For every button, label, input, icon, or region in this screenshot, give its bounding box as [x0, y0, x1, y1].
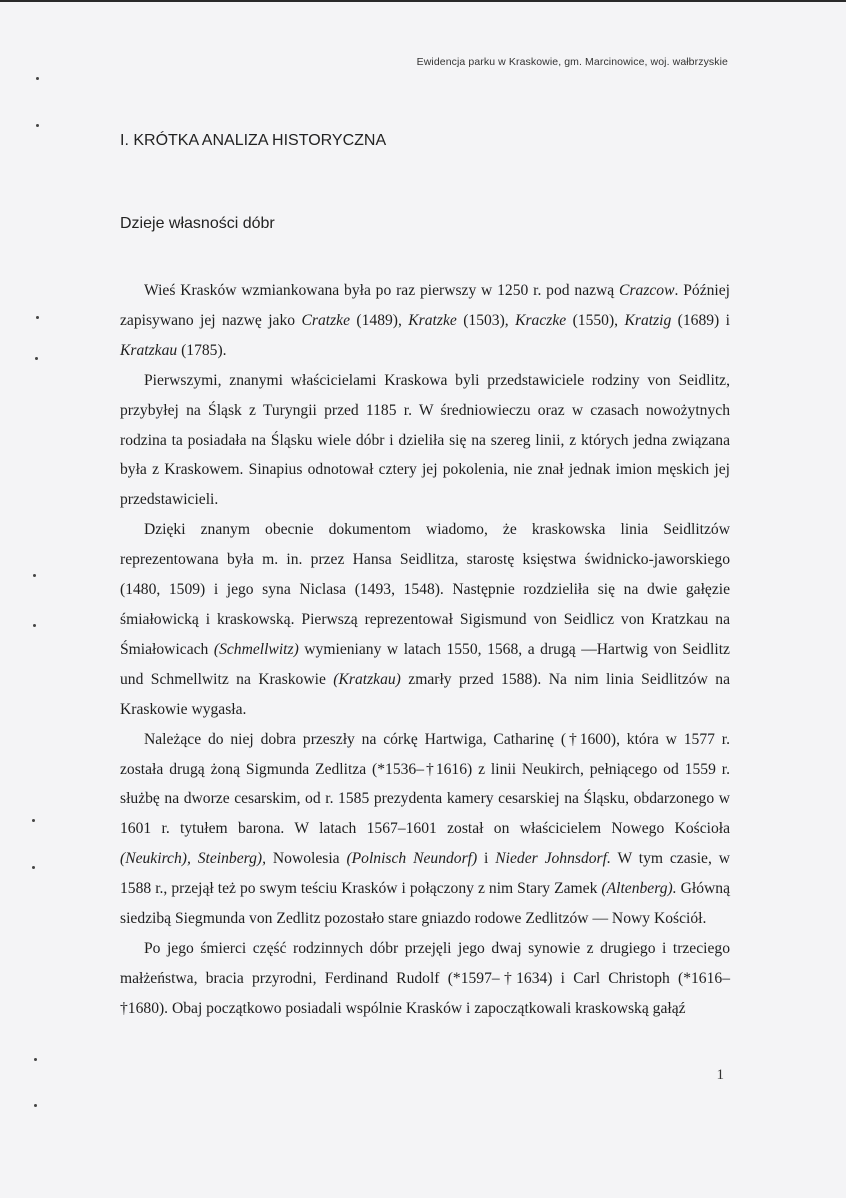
- text-run: i: [477, 850, 496, 868]
- scan-speck: [35, 357, 38, 360]
- italic-text-run: Kratzig: [624, 311, 672, 329]
- text-run: Po jego śmierci część rodzinnych dóbr przejęli jego dwaj synowie z drugiego i trzeciego małżeństwa, bracia przyrodni, Ferdinand Rudolf (*1597–†1634) i Carl Christoph (*1616–†1680). Obaj początkowo posiadali wspólnie Krasków i zapoczątkowali kraskowską gałąź: [120, 939, 730, 1017]
- text-run: (1550),: [566, 311, 625, 329]
- body-paragraph: [120, 276, 730, 366]
- italic-text-run: Cratzke: [301, 311, 350, 329]
- scan-speck: [32, 866, 35, 869]
- italic-text-run: Crazcow: [619, 282, 675, 299]
- italic-text-run: (Altenberg).: [601, 880, 677, 898]
- body-text: [120, 276, 730, 1024]
- text-run: zmarły przed 1588). Na nim linia Seidlitzów na Kraskowie wygasła.: [120, 670, 730, 718]
- scan-speck: [36, 77, 39, 80]
- text-run: Pierwszymi, znanymi właścicielami Kraskowa byli przedstawiciele rodziny von Seidlitz, przybyłej na Śląsk z Turyngii przed 1185 r. W średniowieczu oraz w czasach nowożytnych rodzina ta posiadała na Śląsku wiele dóbr i dzieliła się na szereg linii, z których jedna związana była z Kraskowem. Sinapius odnotował cztery jej pokolenia, nie znał jednak imion męskich jej przedstawicieli.: [120, 371, 730, 509]
- italic-text-run: Kratzke: [408, 311, 457, 329]
- scan-speck: [34, 1104, 37, 1107]
- text-run: wymieniany w latach 1550, 1568, a drugą —Hartwig von Seidlitz und Schmellwitz na Kraskowie: [120, 640, 730, 688]
- text-run: Nowolesia: [266, 850, 347, 868]
- text-run: Należące do niej dobra przeszły na córkę Hartwiga, Catharinę (†1600), która w 1577 r. została drugą żoną Sigmunda Zedlitza (*1536–†1616) z linii Neukirch, pełniącego od 1559 r. służbę na dworze cesarskim, od r. 1585 prezydenta kamery cesarskiej na Śląsku, obdarzonego w 1601 r. tytułem barona. W latach 1567–1601 został on właścicielem Nowego Kościoła: [120, 730, 730, 838]
- scan-speck: [36, 316, 39, 319]
- scan-speck: [33, 624, 36, 627]
- page-number: 1: [716, 1067, 724, 1083]
- scan-speck: [33, 574, 36, 577]
- text-run: (1489),: [350, 311, 409, 329]
- text-run: (1503),: [456, 311, 516, 329]
- body-paragraph: [120, 934, 730, 1024]
- italic-text-run: Nieder Johnsdorf.: [495, 850, 611, 868]
- text-run: Wieś Krasków wzmiankowana była po raz pierwszy w 1250 r. pod nazwą: [144, 282, 620, 299]
- text-run: . Później zapisywano jej nazwę jako: [120, 282, 731, 329]
- text-run: Główną siedzibą Siegmunda von Zedlitz pozostało stare gniazdo rodowe Zedlitzów — Nowy Kościół.: [120, 880, 730, 928]
- body-paragraph: [120, 515, 730, 724]
- italic-text-run: (Kratzkau): [333, 670, 401, 688]
- text-run: (1689) i: [671, 311, 730, 329]
- text-run: Dzięki znanym obecnie dokumentom wiadomo, że kraskowska linia Seidlitzów reprezentowana była m. in. przez Hansa Seidlitza, starostę księstwa świdnicko-jaworskiego (1480, 1509) i jego syna Niclasa (1493, 1548). Następnie rozdzieliła się na dwie gałęzie śmiałowicką i kraskowską. Pierwszą reprezentował Sigismund von Seidlicz von Kratzkau na Śmiałowicach: [120, 521, 730, 658]
- scan-speck: [34, 1058, 37, 1061]
- section-title: I. KRÓTKA ANALIZA HISTORYCZNA: [120, 132, 387, 149]
- scan-speck: [32, 819, 35, 822]
- running-header: Ewidencja parku w Kraskowie, gm. Marcinowice, woj. wałbrzyskie: [416, 56, 728, 68]
- italic-text-run: (Schmellwitz): [213, 640, 299, 658]
- italic-text-run: Kratzkau: [120, 341, 178, 359]
- italic-text-run: (Polnisch Neundorf): [346, 850, 478, 868]
- italic-text-run: Kraczke: [515, 311, 567, 329]
- body-paragraph: [120, 366, 730, 516]
- body-paragraph: [120, 725, 730, 934]
- scan-speck: [36, 124, 39, 127]
- text-run: (1785).: [177, 341, 227, 359]
- subsection-title: Dzieje własności dóbr: [120, 215, 275, 232]
- italic-text-run: (Neukirch), Steinberg),: [120, 850, 267, 868]
- text-run: W tym czasie, w 1588 r., przejął też po swym teściu Krasków i połączony z nim Stary Zamek: [120, 850, 730, 898]
